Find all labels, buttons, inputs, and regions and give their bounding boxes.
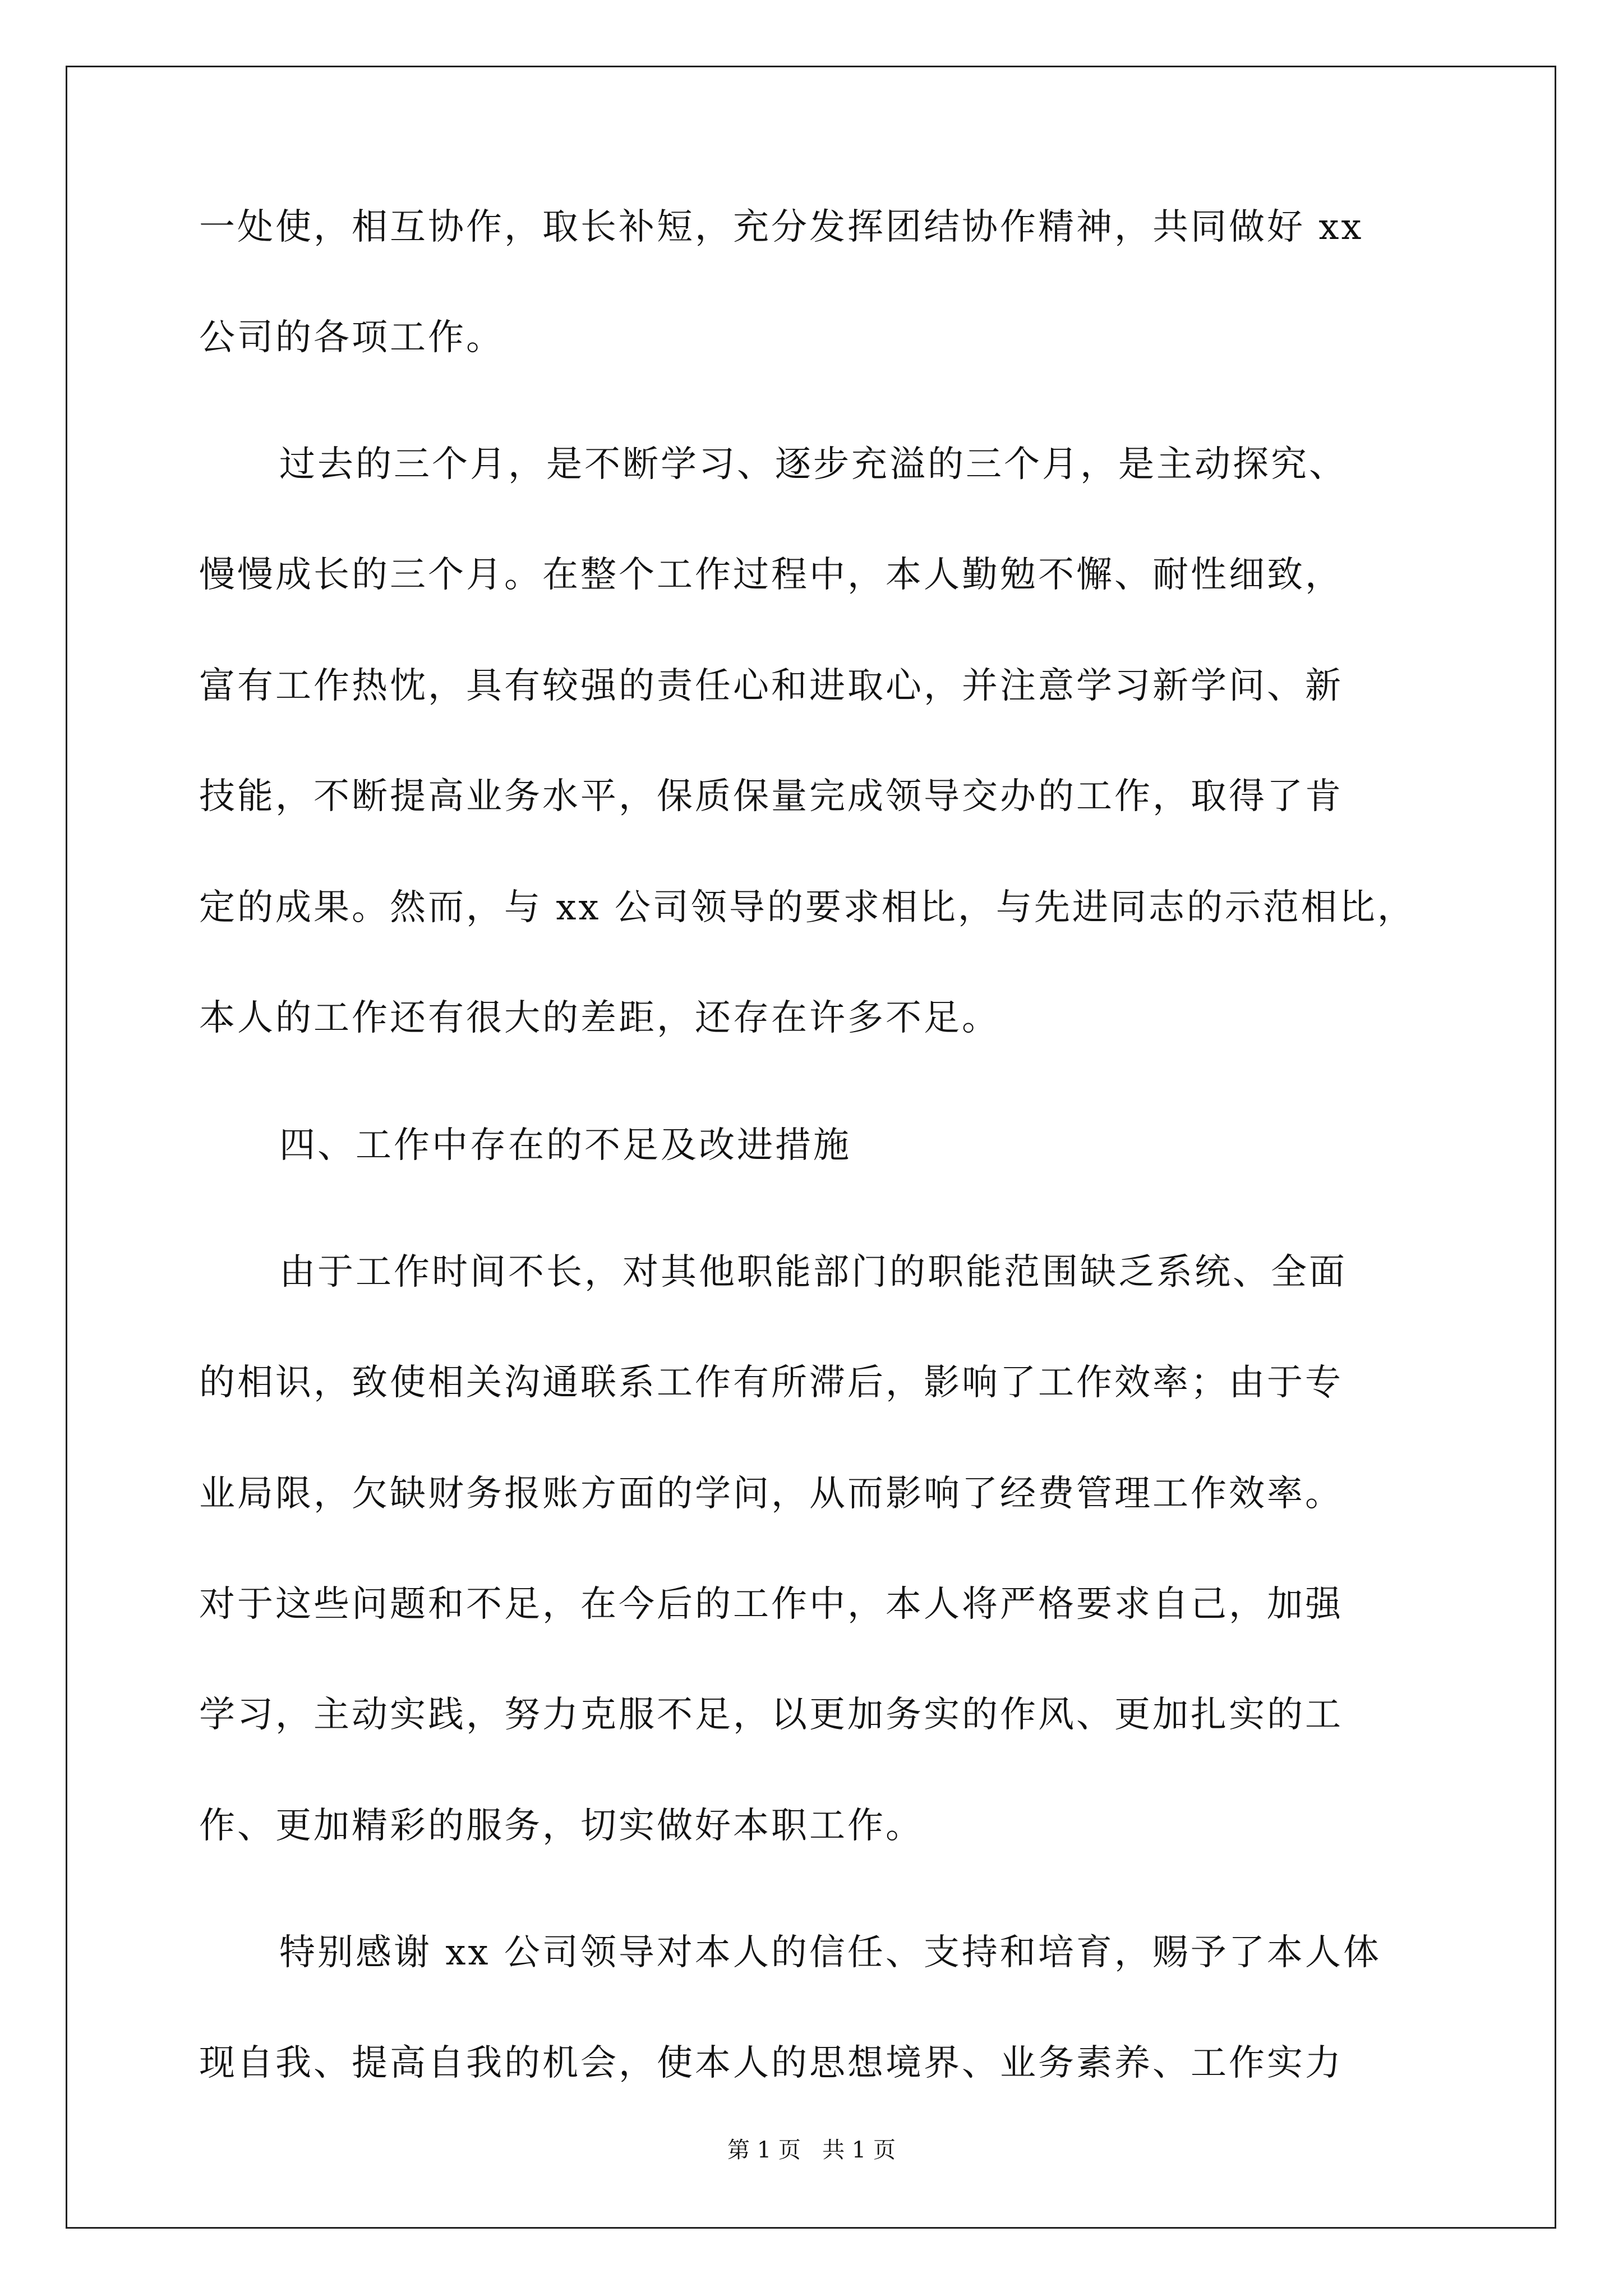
paragraph-start-line: 由于工作时间不长，对其他职能部门的职能范围缺乏系统、全面 (279, 1251, 1347, 1293)
text-line: 现自我、提高自我的机会，使本人的思想境界、业务素养、工作实力 (199, 2042, 1343, 2084)
text-line: 富有工作热忱，具有较强的责任心和进取心，并注意学习新学问、新 (199, 665, 1343, 707)
text-line: 作、更加精彩的服务，切实做好本职工作。 (199, 1805, 924, 1847)
text-line: 一处使，相互协作，取长补短，充分发挥团结协作精神，共同做好 xx (199, 206, 1364, 248)
text-line: 业局限，欠缺财务报账方面的学问，从而影响了经费管理工作效率。 (199, 1473, 1343, 1515)
text-line: 慢慢成长的三个月。在整个工作过程中，本人勤勉不懈、耐性细致， (199, 554, 1343, 596)
text-line: 本人的工作还有很大的差距，还存在许多不足。 (199, 997, 1000, 1039)
paragraph-start-line: 过去的三个月，是不断学习、逐步充溢的三个月，是主动探究、 (279, 444, 1347, 485)
page-number-footer: 第 1 页 共 1 页 (727, 2137, 896, 2163)
paragraph-start-line: 特别感谢 xx 公司领导对本人的信任、支持和培育，赐予了本人体 (279, 1932, 1381, 1973)
text-line: 的相识，致使相关沟通联系工作有所滞后，影响了工作效率；由于专 (199, 1362, 1343, 1404)
text-line: 公司的各项工作。 (199, 317, 504, 358)
text-line: 对于这些问题和不足，在今后的工作中，本人将严格要求自己，加强 (199, 1584, 1343, 1625)
text-line: 技能，不断提高业务水平，保质保量完成领导交办的工作，取得了肯 (199, 776, 1343, 817)
text-line: 学习，主动实践，努力克服不足，以更加务实的作风、更加扎实的工 (199, 1694, 1343, 1736)
section-heading: 四、工作中存在的不足及改进措施 (279, 1125, 851, 1166)
text-line: 定的成果。然而，与 xx 公司领导的要求相比，与先进同志的示范相比， (199, 887, 1415, 928)
